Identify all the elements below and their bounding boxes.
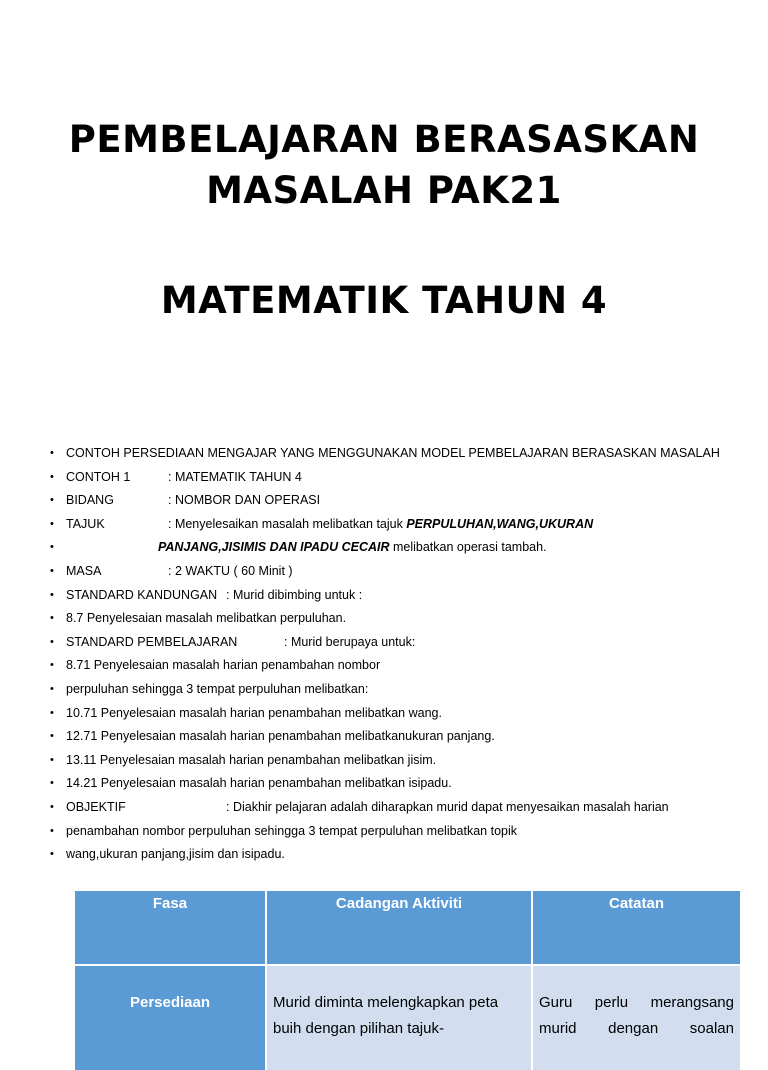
list-item: • penambahan nombor perpuluhan sehingga 3 tempat perpuluhan melibatkan topik [50,820,750,844]
list-item: • CONTOH PERSEDIAAN MENGAJAR YANG MENGGUNAKAN MODEL PEMBELAJARAN BERASASKAN MASALAH [50,442,750,466]
list-item: • PANJANG,JISIMIS DAN IPADU CECAIR melibatkan operasi tambah. [50,536,750,560]
column-header-fasa: Fasa [75,891,266,965]
list-item: • CONTOH 1 : MATEMATIK TAHUN 4 [50,466,750,490]
list-item: • 12.71 Penyelesaian masalah harian penambahan melibatkanukuran panjang. [50,725,750,749]
list-item: • STANDARD KANDUNGAN : Murid dibimbing untuk : [50,584,750,608]
list-item: • 13.11 Penyelesaian masalah harian penambahan melibatkan jisim. [50,749,750,773]
list-item: • 8.71 Penyelesaian masalah harian penambahan nombor [50,654,750,678]
list-item: • BIDANG : NOMBOR DAN OPERASI [50,489,750,513]
column-header-catatan: Catatan [532,891,741,965]
cell-fasa: Persediaan [75,965,266,1070]
table-row [75,965,741,1070]
list-item: • 8.7 Penyelesaian masalah melibatkan perpuluhan. [50,607,750,631]
lesson-details-list [50,442,750,867]
cell-catatan: Guru perlu merangsang murid dengan soalan [532,965,741,1070]
list-item: • MASA : 2 WAKTU ( 60 Minit ) [50,560,750,584]
cell-aktiviti: Murid diminta melengkapkan peta buih dengan pilihan tajuk- [266,965,532,1070]
subtitle: MATEMATIK TAHUN 4 [160,279,608,322]
activity-table [75,891,742,1070]
list-item: • 14.21 Penyelesaian masalah harian penambahan melibatkan isipadu. [50,772,750,796]
list-item: • wang,ukuran panjang,jisim dan isipadu. [50,843,750,867]
title-line-2: MASALAH PAK21 [206,169,562,212]
list-item: • TAJUK : Menyelesaikan masalah melibatkan tajuk PERPULUHAN,WANG,UKURAN [50,513,750,537]
column-header-aktiviti: Cadangan Aktiviti [266,891,532,965]
list-item: • OBJEKTIF : Diakhir pelajaran adalah diharapkan murid dapat menyesaikan masalah harian [50,796,750,820]
list-item: • STANDARD PEMBELAJARAN : Murid berupaya untuk: [50,631,750,655]
table-header-row [75,891,741,965]
list-item: • 10.71 Penyelesaian masalah harian penambahan melibatkan wang. [50,702,750,726]
list-item: • perpuluhan sehingga 3 tempat perpuluhan melibatkan: [50,678,750,702]
title-line-1: PEMBELAJARAN BERASASKAN [68,118,700,161]
